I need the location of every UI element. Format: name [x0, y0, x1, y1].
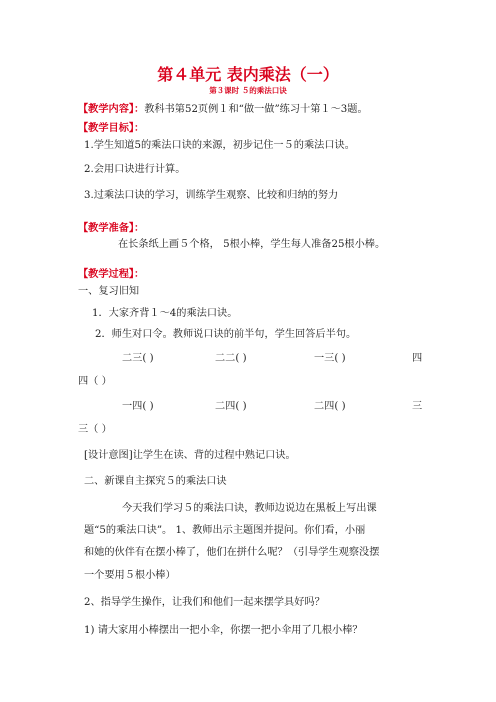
content-line [78, 103, 368, 117]
para-line-3: 和她的伙伴有在摆小棒了，他们在拼什么呢？（引导学生观察没摆 [84, 547, 380, 558]
review-step-2: 2．师生对口令。教师说口诀的前半句，学生回答后半句。 [95, 329, 357, 340]
drill-cell: 三 [412, 401, 423, 412]
drill-wrap-1: 四（ ） [78, 376, 112, 387]
page-title: 第４单元 表内乘法（一） [157, 65, 339, 84]
review-heading: 一、复习旧知 [78, 286, 140, 297]
drill-cell: 二四( ) [314, 401, 346, 412]
objective-item-1: 1.学生知道5的乘法口诀的来源，初步记住一５的乘法口诀。 [84, 140, 355, 151]
design-note: [设计意图]让学生在读、背的过程中熟记口诀。 [84, 450, 296, 461]
content-text: 教科书第52页例１和“做一做”练习十第１～3题。 [144, 104, 368, 115]
process-label: 【教学过程】： [78, 269, 145, 280]
drill-cell: 二二( ) [215, 353, 247, 364]
preparation-label: 【教学准备】： [78, 223, 145, 234]
drill-cell: 二四( ) [215, 401, 247, 412]
para-line-1: 今天我们学习５的乘法口诀，教师边说边在黑板上写出课 [122, 503, 377, 514]
drill-cell: 一四( ) [122, 401, 154, 412]
lesson-subtitle: 第３课时 ５的乘法口诀 [209, 86, 287, 95]
preparation-text: 在长条纸上画５个格， 5根小棒，学生每人准备25根小棒。 [118, 239, 386, 250]
para-line-2: 题“5的乘法口诀”。 1、教师出示主题图并提问。你们看，小丽 [84, 525, 366, 536]
review-step-1: 1．大家齐背１～4的乘法口诀。 [92, 308, 238, 319]
drill-cell: 一三( ) [314, 353, 346, 364]
content-label: 【教学内容】： [78, 104, 145, 115]
drill-cell: 四 [412, 353, 423, 364]
guide-step-2: 2、指导学生操作，让我们和他们一起来摆学具好吗？ [84, 597, 325, 608]
objectives-label: 【教学目标】： [78, 123, 145, 134]
drill-cell: 二三( ) [122, 353, 154, 364]
para-line-4: 一个要用５根小棒） [84, 570, 176, 581]
guide-step-2-1: 1) 请大家用小棒摆出一把小伞，你摆一把小伞用了几根小棒？ [84, 625, 363, 636]
objective-item-3: 3.过乘法口诀的学习，训练学生观察、比较和归纳的努力 [84, 190, 339, 201]
new-lesson-heading: 二、新课自主探究５的乘法口诀 [84, 476, 227, 487]
objective-item-2: 2.会用口诀进行计算。 [84, 164, 186, 175]
drill-wrap-2: 三（ ） [78, 424, 112, 435]
